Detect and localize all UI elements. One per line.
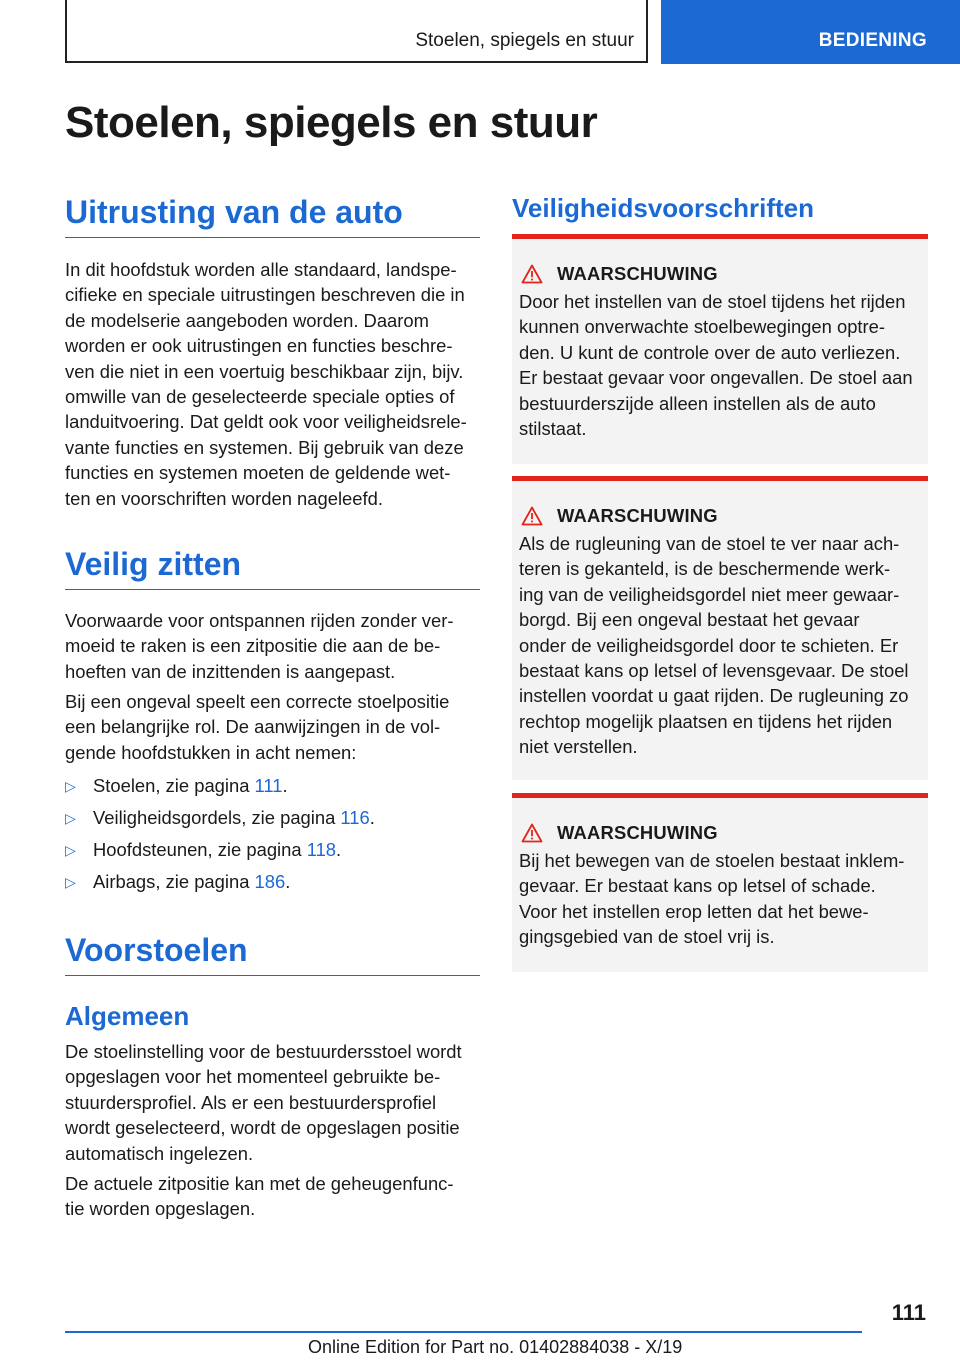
list-item-end: . <box>282 775 288 796</box>
footer-divider <box>65 1331 862 1333</box>
warning-text: Bij het bewegen van de stoelen bestaat inklem- gevaar. Er bestaat kans op letsel of schade. Voor het instellen erop letten dat het bewe- gingsgebied van de stoel vrij is. <box>519 850 905 948</box>
triangle-right-icon: ▷ <box>65 778 76 794</box>
subheading-algemeen: Algemeen <box>65 1001 190 1031</box>
footer-edition: Online Edition for Part no. 01402884038 - X/19 <box>308 1337 683 1357</box>
paragraph-veilig-zitten-2: Bij een ongeval speelt een correcte stoelpositie een belangrijke rol. De aanwijzingen in de vol- gende hoofdstukken in acht nemen: <box>65 691 450 763</box>
list-item-end: . <box>369 807 375 828</box>
paragraph-veilig-zitten-1: Voorwaarde voor ontspannen rijden zonder ver- moeid te raken is een zitpositie die aan de be- hoeften van de inzittenden is aangepast. <box>65 610 454 682</box>
header-section-title: BEDIENING <box>818 30 927 51</box>
header-section-tab <box>661 0 960 64</box>
warning-title: WAARSCHUWING <box>519 505 922 527</box>
list-item-text: Stoelen, zie pagina <box>93 775 255 796</box>
reference-list <box>65 773 480 901</box>
list-item <box>65 869 480 901</box>
page-number: 111 <box>891 1300 926 1325</box>
warning-box-1 <box>512 234 928 464</box>
warning-box-3 <box>512 793 928 972</box>
warning-title: WAARSCHUWING <box>519 822 922 844</box>
list-item-text: Airbags, zie pagina <box>93 871 255 892</box>
list-item-end: . <box>285 871 291 892</box>
header-chapter-tab <box>65 0 648 63</box>
section-heading-veiligheidsvoorschriften: Veiligheidsvoorschriften <box>512 193 814 223</box>
warning-text: Door het instellen van de stoel tijdens het rijden kunnen onverwachte stoelbewegingen optre- den. U kunt de controle over de auto verliezen. Er bestaat gevaar voor ongevallen. De stoel aan bestuurderszijde alleen instellen als de auto stilstaat. <box>519 291 913 440</box>
list-item-text: Veiligheidsgordels, zie pagina <box>93 807 341 828</box>
list-item <box>65 837 480 869</box>
section-heading-veilig-zitten: Veilig zitten <box>65 546 480 590</box>
list-item <box>65 773 480 805</box>
triangle-right-icon: ▷ <box>65 874 76 890</box>
paragraph-algemeen-1: De stoelinstelling voor de bestuurdersstoel wordt opgeslagen voor het momenteel gebruikte be- stuurdersprofiel. Als er een bestuurdersprofiel wordt geselecteerd, wordt de opgeslagen positie automatisch ingelezen. <box>65 1041 462 1164</box>
list-item-end: . <box>336 839 342 860</box>
page-link[interactable]: 111 <box>254 775 283 796</box>
header-chapter-title: Stoelen, spiegels en stuur <box>415 30 634 51</box>
section-heading-uitrusting: Uitrusting van de auto <box>65 194 480 238</box>
list-item <box>65 805 480 837</box>
warning-title: WAARSCHUWING <box>519 263 922 285</box>
page-link[interactable]: 186 <box>254 871 286 892</box>
warning-triangle-icon <box>521 823 543 843</box>
triangle-right-icon: ▷ <box>65 842 76 858</box>
page-title: Stoelen, spiegels en stuur <box>65 98 598 147</box>
section-heading-voorstoelen: Voorstoelen <box>65 932 480 976</box>
warning-triangle-icon <box>521 506 543 526</box>
page-link[interactable]: 118 <box>306 839 337 860</box>
paragraph-uitrusting: In dit hoofdstuk worden alle standaard, landspe- cifieke en speciale uitrustingen beschreven die in de modelserie aangeboden worden. Daarom worden er ook uitrustingen en functies beschre- ven die niet in een voertuig beschikbaar zijn, bijv. omwille van de geselecteerde speciale opties of landuitvoering. Dat geldt ook voor veiligheidsrele- vante functies en systemen. Bij gebruik van deze functies en systemen moeten de geldende wet- ten en voorschriften worden nageleefd. <box>65 259 467 509</box>
list-item-text: Hoofdsteunen, zie pagina <box>93 839 307 860</box>
warning-box-2 <box>512 476 928 780</box>
warning-text: Als de rugleuning van de stoel te ver naar ach- teren is gekanteld, is de beschermende werk- ing van de veiligheidsgordel niet meer gewaar- borgd. Bij een ongeval bestaat het gevaar onder de veiligheidsgordel door te schieten. Er bestaat kans op letsel of levensgevaar. De stoel instellen voordat u gaat rijden. De rugleuning zo rechtop mogelijk plaatsen en tijdens het rijden niet verstellen. <box>519 533 909 758</box>
warning-triangle-icon <box>521 264 543 284</box>
paragraph-algemeen-2: De actuele zitpositie kan met de geheugenfunc- tie worden opgeslagen. <box>65 1173 454 1220</box>
triangle-right-icon: ▷ <box>65 810 76 826</box>
page-link[interactable]: 116 <box>340 807 370 828</box>
